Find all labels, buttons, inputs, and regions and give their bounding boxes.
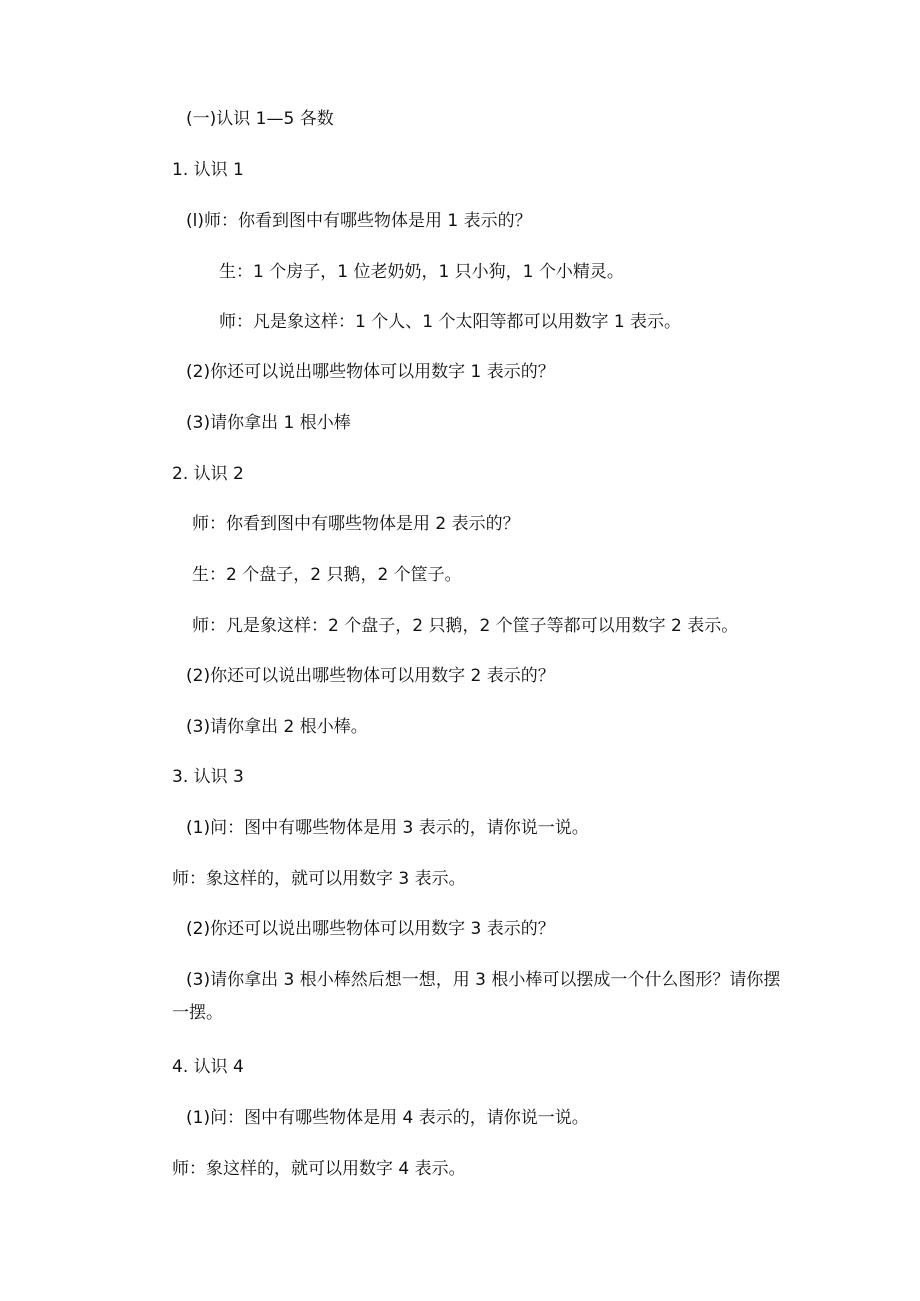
section-heading: (一)认识 1—5 各数: [186, 109, 334, 129]
paragraph: 师：凡是象这样：1 个人、1 个太阳等都可以用数字 1 表示。: [219, 312, 682, 332]
subheading-1: 1. 认识 1: [172, 160, 244, 180]
paragraph: 师：象这样的，就可以用数字 3 表示。: [172, 869, 466, 889]
paragraph: (3)请你拿出 2 根小棒。: [186, 717, 368, 737]
paragraph: (3)请你拿出 1 根小棒: [186, 413, 351, 433]
paragraph: (2)你还可以说出哪些物体可以用数字 1 表示的？: [186, 362, 555, 382]
paragraph: (2)你还可以说出哪些物体可以用数字 3 表示的？: [186, 919, 555, 939]
paragraph: 师：你看到图中有哪些物体是用 2 表示的？: [192, 514, 520, 534]
paragraph: (l)师：你看到图中有哪些物体是用 1 表示的？: [186, 211, 532, 231]
paragraph: (1)问：图中有哪些物体是用 4 表示的，请你说一说。: [186, 1108, 589, 1128]
paragraph: (2)你还可以说出哪些物体可以用数字 2 表示的？: [186, 666, 555, 686]
paragraph-wrapped: (3)请你拿出 3 根小棒然后想一想，用 3 根小棒可以摆成一个什么图形？请你摆一摆。: [172, 970, 781, 1023]
subheading-3: 3. 认识 3: [172, 767, 244, 787]
subheading-2: 2. 认识 2: [172, 464, 244, 484]
paragraph: 生：1 个房子，1 位老奶奶，1 只小狗，1 个小精灵。: [219, 262, 624, 282]
paragraph: 师：凡是象这样：2 个盘子，2 只鹅，2 个筐子等都可以用数字 2 表示。: [192, 616, 739, 636]
paragraph: 师：象这样的，就可以用数字 4 表示。: [172, 1159, 466, 1179]
paragraph: (1)问：图中有哪些物体是用 3 表示的，请你说一说。: [186, 818, 589, 838]
paragraph: 生：2 个盘子，2 只鹅，2 个筐子。: [192, 565, 462, 585]
subheading-4: 4. 认识 4: [172, 1057, 244, 1077]
